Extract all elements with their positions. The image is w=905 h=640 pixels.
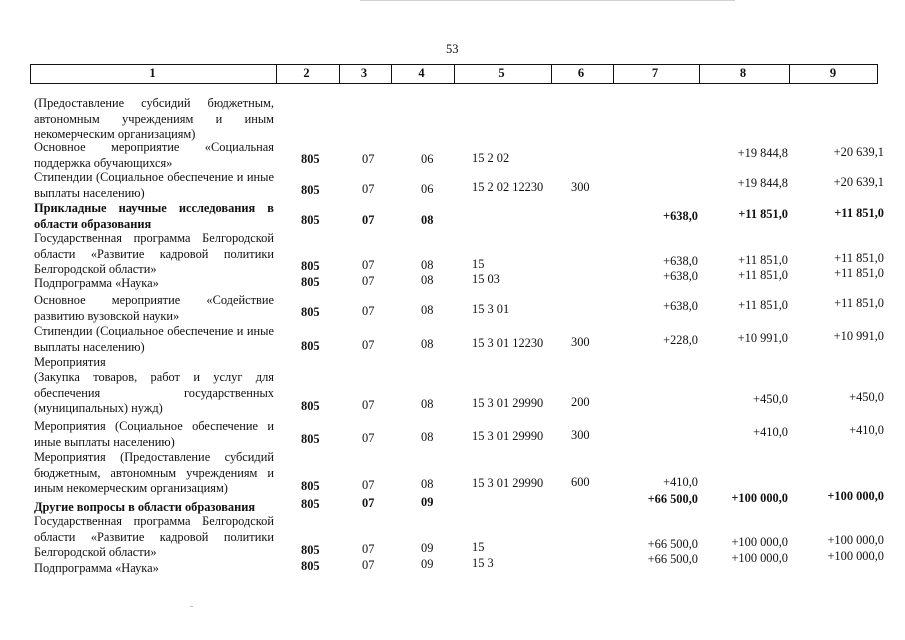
- cell-ministry-code: 805: [301, 275, 320, 289]
- cell-amount-year3: +20 639,1: [833, 175, 884, 189]
- cell-amount-year3: +100 000,0: [827, 489, 884, 503]
- cell-section: 07: [362, 182, 375, 196]
- cell-subsection: 06: [421, 152, 434, 166]
- cell-expense-type: 600: [571, 475, 590, 489]
- row-description: Мероприятия (Социальное обеспечение и иные выплаты населению): [34, 419, 274, 449]
- cell-subsection: 09: [421, 541, 434, 555]
- cell-ministry-code: 805: [301, 559, 320, 573]
- cell-ministry-code: 805: [301, 543, 320, 557]
- cell-amount-year2: +100 000,0: [731, 535, 788, 549]
- cell-amount-year3: +100 000,0: [827, 549, 884, 563]
- cell-section: 07: [362, 274, 375, 288]
- top-rule: [360, 0, 735, 1]
- cell-section: 07: [362, 496, 375, 510]
- cell-amount-year3: +11 851,0: [834, 251, 884, 265]
- row-description: Мероприятия (Предоставление субсидий бюджетным, автономным учреждениям и иным некомерческим организациям): [34, 450, 274, 495]
- row-description: Основное мероприятие «Содействие развитию вузовской науки»: [34, 293, 274, 323]
- cell-ministry-code: 805: [301, 259, 320, 273]
- row-description: Мероприятия: [34, 355, 106, 369]
- header-col-5: 5: [498, 66, 505, 80]
- cell-section: 07: [362, 152, 375, 166]
- header-col-1: 1: [149, 66, 156, 80]
- cell-target-article: 15 03: [472, 272, 500, 286]
- cell-section: 07: [362, 213, 375, 227]
- cell-subsection: 08: [421, 430, 434, 444]
- cell-target-article: 15 3: [472, 556, 494, 570]
- scan-speck: [190, 606, 193, 607]
- cell-target-article: 15: [472, 257, 485, 271]
- header-col-2: 2: [303, 66, 310, 80]
- cell-target-article: 15 3 01 29990: [472, 396, 544, 410]
- row-description: Стипендии (Социальное обеспечение и иные выплаты населению): [34, 324, 274, 354]
- cell-expense-type: 300: [571, 428, 590, 442]
- cell-subsection: 08: [421, 273, 434, 287]
- cell-section: 07: [362, 338, 375, 352]
- cell-section: 07: [362, 431, 375, 445]
- row-description: Основное мероприятие «Социальная поддержка обучающихся»: [34, 140, 274, 170]
- cell-ministry-code: 805: [301, 432, 320, 446]
- cell-amount-year1: +66 500,0: [647, 492, 698, 506]
- cell-ministry-code: 805: [301, 213, 320, 227]
- cell-amount-year1: +638,0: [663, 209, 698, 223]
- cell-expense-type: 300: [571, 180, 590, 194]
- cell-amount-year1: +66 500,0: [647, 552, 698, 566]
- header-col-7: 7: [651, 66, 659, 80]
- cell-ministry-code: 805: [301, 152, 320, 166]
- cell-target-article: 15 2 02: [472, 151, 510, 165]
- cell-section: 07: [362, 558, 375, 572]
- cell-amount-year2: +10 991,0: [737, 331, 788, 345]
- cell-ministry-code: 805: [301, 497, 320, 511]
- header-col-9: 9: [829, 66, 837, 80]
- row-description: (Закупка товаров, работ и услуг для обеспечения государственных (муниципальных) нужд): [34, 370, 274, 415]
- cell-subsection: 06: [421, 182, 434, 196]
- page-number: 53: [446, 42, 459, 56]
- cell-target-article: 15 3 01 12230: [472, 336, 544, 350]
- cell-target-article: 15 3 01 29990: [472, 476, 544, 490]
- cell-amount-year2: +11 851,0: [738, 298, 788, 312]
- cell-amount-year2: +410,0: [753, 425, 788, 439]
- cell-subsection: 08: [421, 397, 434, 411]
- cell-amount-year3: +11 851,0: [834, 266, 884, 280]
- row-description: Другие вопросы в области образования: [34, 500, 256, 514]
- row-description: Подпрограмма «Наука»: [34, 561, 159, 575]
- cell-expense-type: 300: [571, 335, 590, 349]
- cell-ministry-code: 805: [301, 479, 320, 493]
- cell-amount-year1: +638,0: [663, 254, 698, 268]
- cell-amount-year2: +11 851,0: [738, 207, 788, 221]
- cell-amount-year2: +11 851,0: [738, 268, 788, 282]
- cell-amount-year3: +11 851,0: [834, 296, 884, 310]
- cell-amount-year1: +638,0: [663, 299, 698, 313]
- header-col-4: 4: [418, 66, 425, 80]
- cell-expense-type: 200: [571, 395, 590, 409]
- cell-amount-year3: +410,0: [849, 423, 884, 437]
- cell-target-article: 15 3 01 29990: [472, 429, 544, 443]
- cell-amount-year1: +638,0: [663, 269, 698, 283]
- cell-amount-year2: +100 000,0: [731, 551, 788, 565]
- cell-amount-year3: +450,0: [849, 390, 884, 404]
- row-description: Государственная программа Белгородской области «Развитие кадровой политики Белгородской области»: [34, 231, 274, 276]
- cell-subsection: 08: [421, 303, 434, 317]
- cell-amount-year2: +19 844,8: [737, 176, 788, 190]
- cell-ministry-code: 805: [301, 305, 320, 319]
- cell-amount-year2: +100 000,0: [731, 491, 788, 505]
- cell-amount-year3: +10 991,0: [833, 329, 884, 343]
- row-description: Государственная программа Белгородской области «Развитие кадровой политики Белгородской области»: [34, 514, 274, 559]
- cell-section: 07: [362, 398, 375, 412]
- cell-section: 07: [362, 258, 375, 272]
- header-col-3: 3: [360, 66, 368, 80]
- cell-target-article: 15: [472, 540, 485, 554]
- cell-subsection: 08: [421, 258, 434, 272]
- cell-amount-year2: +11 851,0: [738, 253, 788, 267]
- cell-amount-year2: +19 844,8: [737, 146, 788, 160]
- row-description: Прикладные научные исследования в области образования: [34, 201, 274, 231]
- header-col-8: 8: [739, 66, 747, 80]
- cell-amount-year1: +66 500,0: [647, 537, 698, 551]
- cell-subsection: 09: [421, 557, 434, 571]
- cell-amount-year3: +11 851,0: [834, 206, 884, 220]
- cell-subsection: 08: [421, 477, 434, 491]
- cell-amount-year3: +20 639,1: [833, 145, 884, 159]
- header-col-6: 6: [577, 66, 585, 80]
- cell-section: 07: [362, 478, 375, 492]
- cell-amount-year2: +450,0: [753, 392, 788, 406]
- cell-subsection: 08: [421, 213, 434, 227]
- row-description: Стипендии (Социальное обеспечение и иные выплаты населению): [34, 170, 274, 200]
- cell-ministry-code: 805: [301, 399, 320, 413]
- row-description: (Предоставление субсидий бюджетным, автономным учреждениям и иным некомерческим организациям): [34, 96, 274, 141]
- cell-target-article: 15 2 02 12230: [472, 180, 544, 194]
- cell-subsection: 09: [421, 495, 434, 509]
- cell-section: 07: [362, 304, 375, 318]
- cell-amount-year3: +100 000,0: [827, 533, 884, 547]
- cell-target-article: 15 3 01: [472, 302, 510, 316]
- row-description: Подпрограмма «Наука»: [34, 276, 159, 290]
- cell-section: 07: [362, 542, 375, 556]
- cell-ministry-code: 805: [301, 339, 320, 353]
- cell-amount-year1: +228,0: [663, 333, 698, 347]
- cell-amount-year1: +410,0: [663, 475, 698, 489]
- cell-subsection: 08: [421, 337, 434, 351]
- cell-ministry-code: 805: [301, 183, 320, 197]
